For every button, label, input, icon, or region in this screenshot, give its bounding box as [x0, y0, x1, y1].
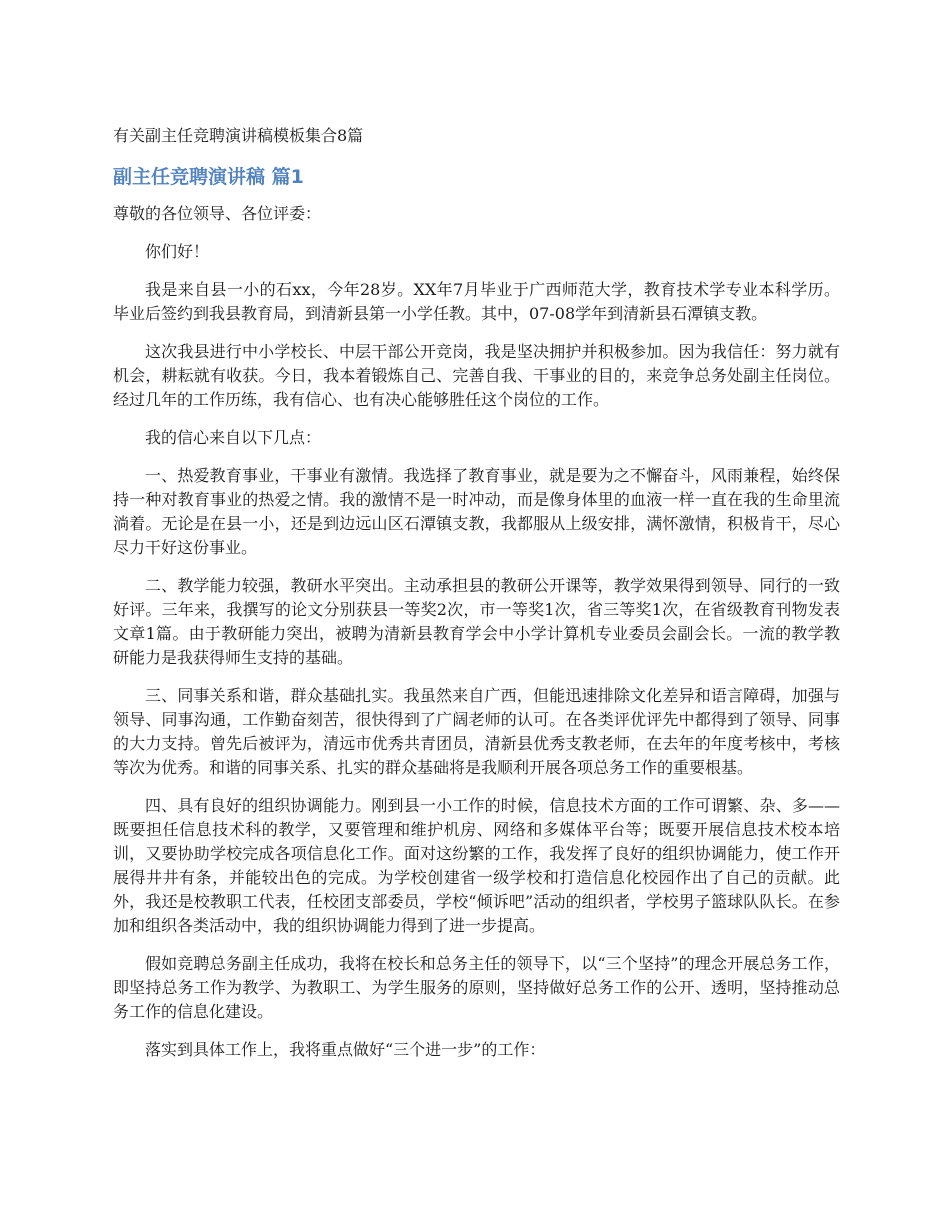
paragraph-point-three: 三、同事关系和谐，群众基础扎实。我虽然来自广西，但能迅速排除文化差异和语言障碍，加强与领导、同事沟通，工作勤奋刻苦，很快得到了广阔老师的认可。在各类评优评先中都得到了领导、同事的大力支持。曾先后被评为，清远市优秀共青团员，清新县优秀支教老师，在去年的年度考核中，考核等次为优秀。和谐的同事关系、扎实的群众基础将是我顺利开展各项总务工作的重要根基。 [113, 686, 840, 777]
paragraph-motivation: 这次我县进行中小学校长、中层干部公开竞岗，我是坚决拥护并积极参加。因为我信任：努力就有机会，耕耘就有收获。今日，我本着锻炼自己、完善自我、干事业的目的，来竞争总务处副主任岗位。经过几年的工作历练，我有信心、也有决心能够胜任这个岗位的工作。 [113, 342, 840, 409]
paragraph-confidence-intro: 我的信心来自以下几点： [145, 428, 322, 447]
paragraph-introduction: 我是来自县一小的石xx，今年28岁。XX年7月毕业于广西师范大学，教育技术学专业本科学历。毕业后签约到我县教育局，到清新县第一小学任教。其中，07-08学年到清新县石潭镇支教。 [113, 280, 840, 323]
salutation: 尊敬的各位领导、各位评委： [113, 204, 322, 223]
paragraph-work-focus: 落实到具体工作上，我将重点做好“三个进一步”的工作： [145, 1040, 546, 1059]
document-page [113, 122, 840, 1076]
document-title: 有关副主任竞聘演讲稿模板集合8篇 [113, 126, 364, 145]
paragraph-point-two: 二、教学能力较强，教研水平突出。主动承担县的教研公开课等，教学效果得到领导、同行的一致好评。三年来，我撰写的论文分别获县一等奖2次，市一等奖1次，省三等奖1次，在省级教育刊物发表文章1篇。由于教研能力突出，被聘为清新县教育学会中小学计算机专业委员会副会长。一流的教学教研能力是我获得师生支持的基础。 [113, 576, 840, 667]
paragraph-point-one: 一、热爱教育事业，干事业有激情。我选择了教育事业，就是要为之不懈奋斗，风雨兼程，始终保持一种对教育事业的热爱之情。我的激情不是一时冲动，而是像身体里的血液一样一直在我的生命里流淌着。无论是在县一小，还是到边远山区石潭镇支教，我都服从上级安排，满怀激情，积极肯干，尽心尽力干好这份事业。 [113, 466, 840, 557]
paragraph-plan: 假如竞聘总务副主任成功，我将在校长和总务主任的领导下，以“三个坚持”的理念开展总务工作，即坚持总务工作为教学、为教职工、为学生服务的原则，坚持做好总务工作的公开、透明，坚持推动总务工作的信息化建设。 [113, 954, 840, 1021]
section-heading: 副主任竞聘演讲稿 篇1 [113, 166, 304, 188]
paragraph-point-four: 四、具有良好的组织协调能力。刚到县一小工作的时候，信息技术方面的工作可谓繁、杂、多——既要担任信息技术科的教学，又要管理和维护机房、网络和多媒体平台等；既要开展信息技术校本培训，又要协助学校完成各项信息化工作。面对这纷繁的工作，我发挥了良好的组织协调能力，使工作开展得井井有条，并能较出色的完成。为学校创建省一级学校和打造信息化校园作出了自己的贡献。此外，我还是校教职工代表，任校团支部委员，学校“倾诉吧”活动的组织者，学校男子篮球队队长。在参加和组织各类活动中，我的组织协调能力得到了进一步提高。 [113, 796, 840, 935]
paragraph-greeting: 你们好！ [145, 242, 210, 261]
